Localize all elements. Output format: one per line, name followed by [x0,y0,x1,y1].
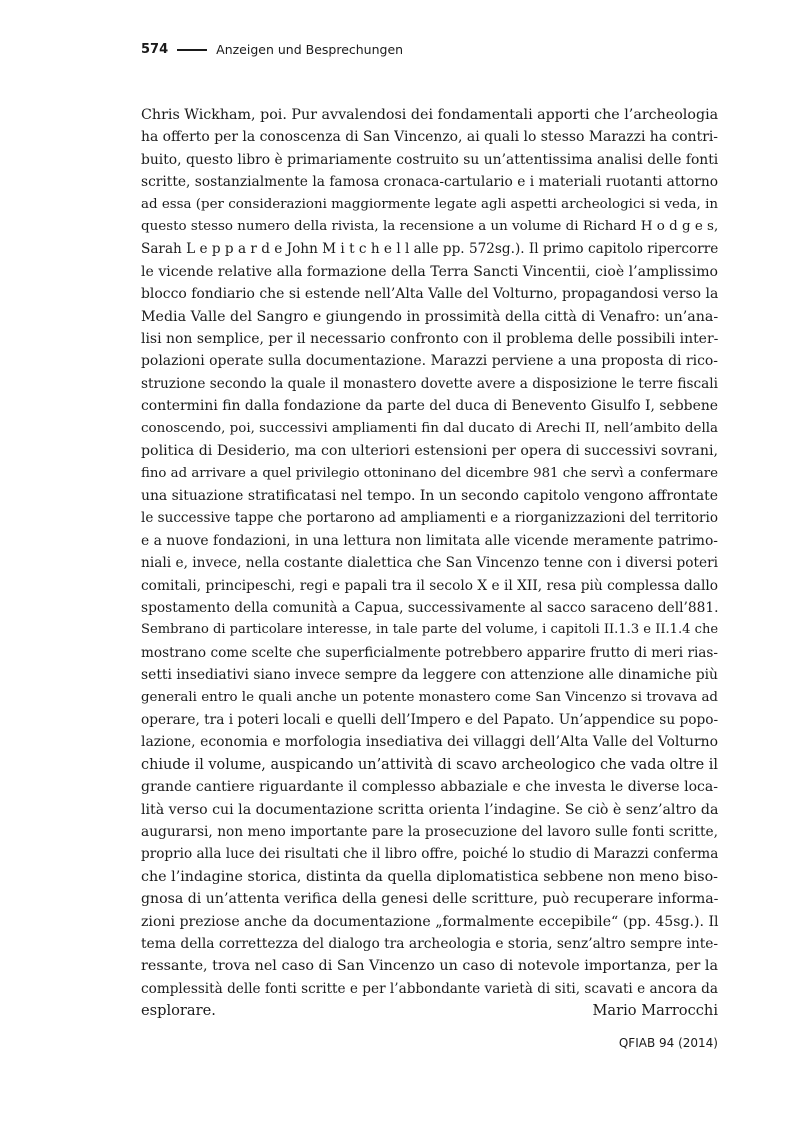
body-line: Sembrano di particolare interesse, in tale parte del volume, i capitoli II.1.3 e II.1.4 che [141,622,719,638]
body-line: Sarah L e p p a r d e John M i t c h e l l alle pp. 572sg.). Il primo capitolo ripercorre [141,241,719,258]
body-line: e a nuove fondazioni, in una lettura non limitata alle vicende meramente patrimo- [141,532,718,549]
body-line: Media Valle del Sangro e giungendo in prossimità della città di Venafro: un’ana- [141,308,719,325]
body-line: polazioni operate sulla documentazione. Marazzi perviene a una proposta di rico- [141,353,718,370]
body-line: scritte, sostanzialmente la famosa cronaca-cartulario e i materiali ruotanti attorno [141,174,718,191]
body-line: gnosa di un’attenta verifica della genesi delle scritture, può recuperare informa- [141,891,719,908]
body-line: ressante, trova nel caso di San Vincenzo un caso di notevole importanza, per la [141,958,718,975]
body-line: le vicende relative alla formazione della Terra Sancti Vincentii, cioè l’amplissimo [141,263,718,280]
body-line: lisi non semplice, per il necessario confronto con il problema delle possibili inter- [141,331,719,348]
body-line: questo stesso numero della rivista, la recensione a un volume di Richard H o d g e s, [141,219,719,235]
body-line: spostamento della comunità a Capua, successivamente al sacco saraceno dell’881. [141,599,719,616]
header-rule [177,49,207,51]
body-line: generali entro le quali anche un potente monastero come San Vincenzo si trovava ad [141,689,718,705]
body-last-line-text: esplorare. [141,1002,216,1020]
body-line: le successive tappe che portarono ad ampliamenti e a riorganizzazioni del territorio [141,510,718,527]
journal-footer: QFIAB 94 (2014) [618,1036,718,1050]
body-line: politica di Desiderio, ma con ulteriori estensioni per opera di successivi sovrani, [141,443,718,460]
review-body [141,104,718,1023]
body-line: complessità delle fonti scritte e per l’abbondante varietà di siti, scavati e ancora da [141,980,718,997]
body-line: conoscendo, poi, successivi ampliamenti fin dal ducato di Arechi II, nell’ambito della [141,420,719,436]
body-line: grande cantiere riguardante il complesso abbaziale e che investa le diverse loca- [141,779,718,796]
reviewer-name: Mario Marrocchi [592,1002,718,1020]
body-line: setti insediativi siano invece sempre da leggere con attenzione alle dinamiche più [141,667,718,684]
body-line: blocco fondiario che si estende nell’Alta Valle del Volturno, propagandosi verso la [141,286,719,303]
body-line: fino ad arrivare a quel privilegio ottoninano del dicembre 981 che servì a confermare [141,465,718,481]
body-line: niali e, invece, nella costante dialettica che San Vincenzo tenne con i diversi poteri [141,555,718,572]
body-line: una situazione stratificatasi nel tempo. In un secondo capitolo vengono affrontate [141,487,718,504]
body-line: buito, questo libro è primariamente costruito su un’attentissima analisi delle fonti [141,151,719,168]
body-line: chiude il volume, auspicando un’attività di scavo archeologico che vada oltre il [141,756,718,773]
body-line: Chris Wickham, poi. Pur avvalendosi dei fondamentali apporti che l’archeologia [141,107,719,123]
body-line: ha offerto per la conoscenza di San Vincenzo, ai quali lo stesso Marazzi ha contri- [141,129,718,146]
body-line: tema della correttezza del dialogo tra archeologia e storia, senz’altro sempre inte- [141,936,719,953]
body-line: ad essa (per considerazioni maggiormente legate agli aspetti archeologici si veda, in [141,196,718,212]
body-line: proprio alla luce dei risultati che il libro offre, poiché lo studio di Marazzi conferma [141,846,719,863]
running-header [141,42,403,57]
body-line: zioni preziose anche da documentazione „formalmente eccepibile“ (pp. 45sg.). Il [141,913,719,930]
page-number: 574 [141,42,169,57]
body-last-line [141,1000,718,1022]
body-line: mostrano come scelte che superficialmente potrebbero apparire frutto di meri rias- [141,644,718,661]
body-line: struzione secondo la quale il monastero dovette avere a disposizione le terre fiscali [141,375,718,392]
body-line: comitali, principeschi, regi e papali tra il secolo X e il XII, resa più complessa dallo [141,577,718,594]
body-line: contermini fin dalla fondazione da parte del duca di Benevento Gisulfo I, sebbene [141,398,719,415]
running-title: Anzeigen und Besprechungen [216,42,404,57]
body-line: augurarsi, non meno importante pare la prosecuzione del lavoro sulle fonti scritte, [141,824,718,840]
body-line: che l’indagine storica, distinta da quella diplomatistica sebbene non meno biso- [141,868,718,885]
body-line: operare, tra i poteri locali e quelli dell’Impero e del Papato. Un’appendice su popo- [141,711,719,728]
body-line: lazione, economia e morfologia insediativa dei villaggi dell’Alta Valle del Volturno [141,734,718,751]
body-line: lità verso cui la documentazione scritta orienta l’indagine. Se ciò è senz’altro da [141,801,719,818]
